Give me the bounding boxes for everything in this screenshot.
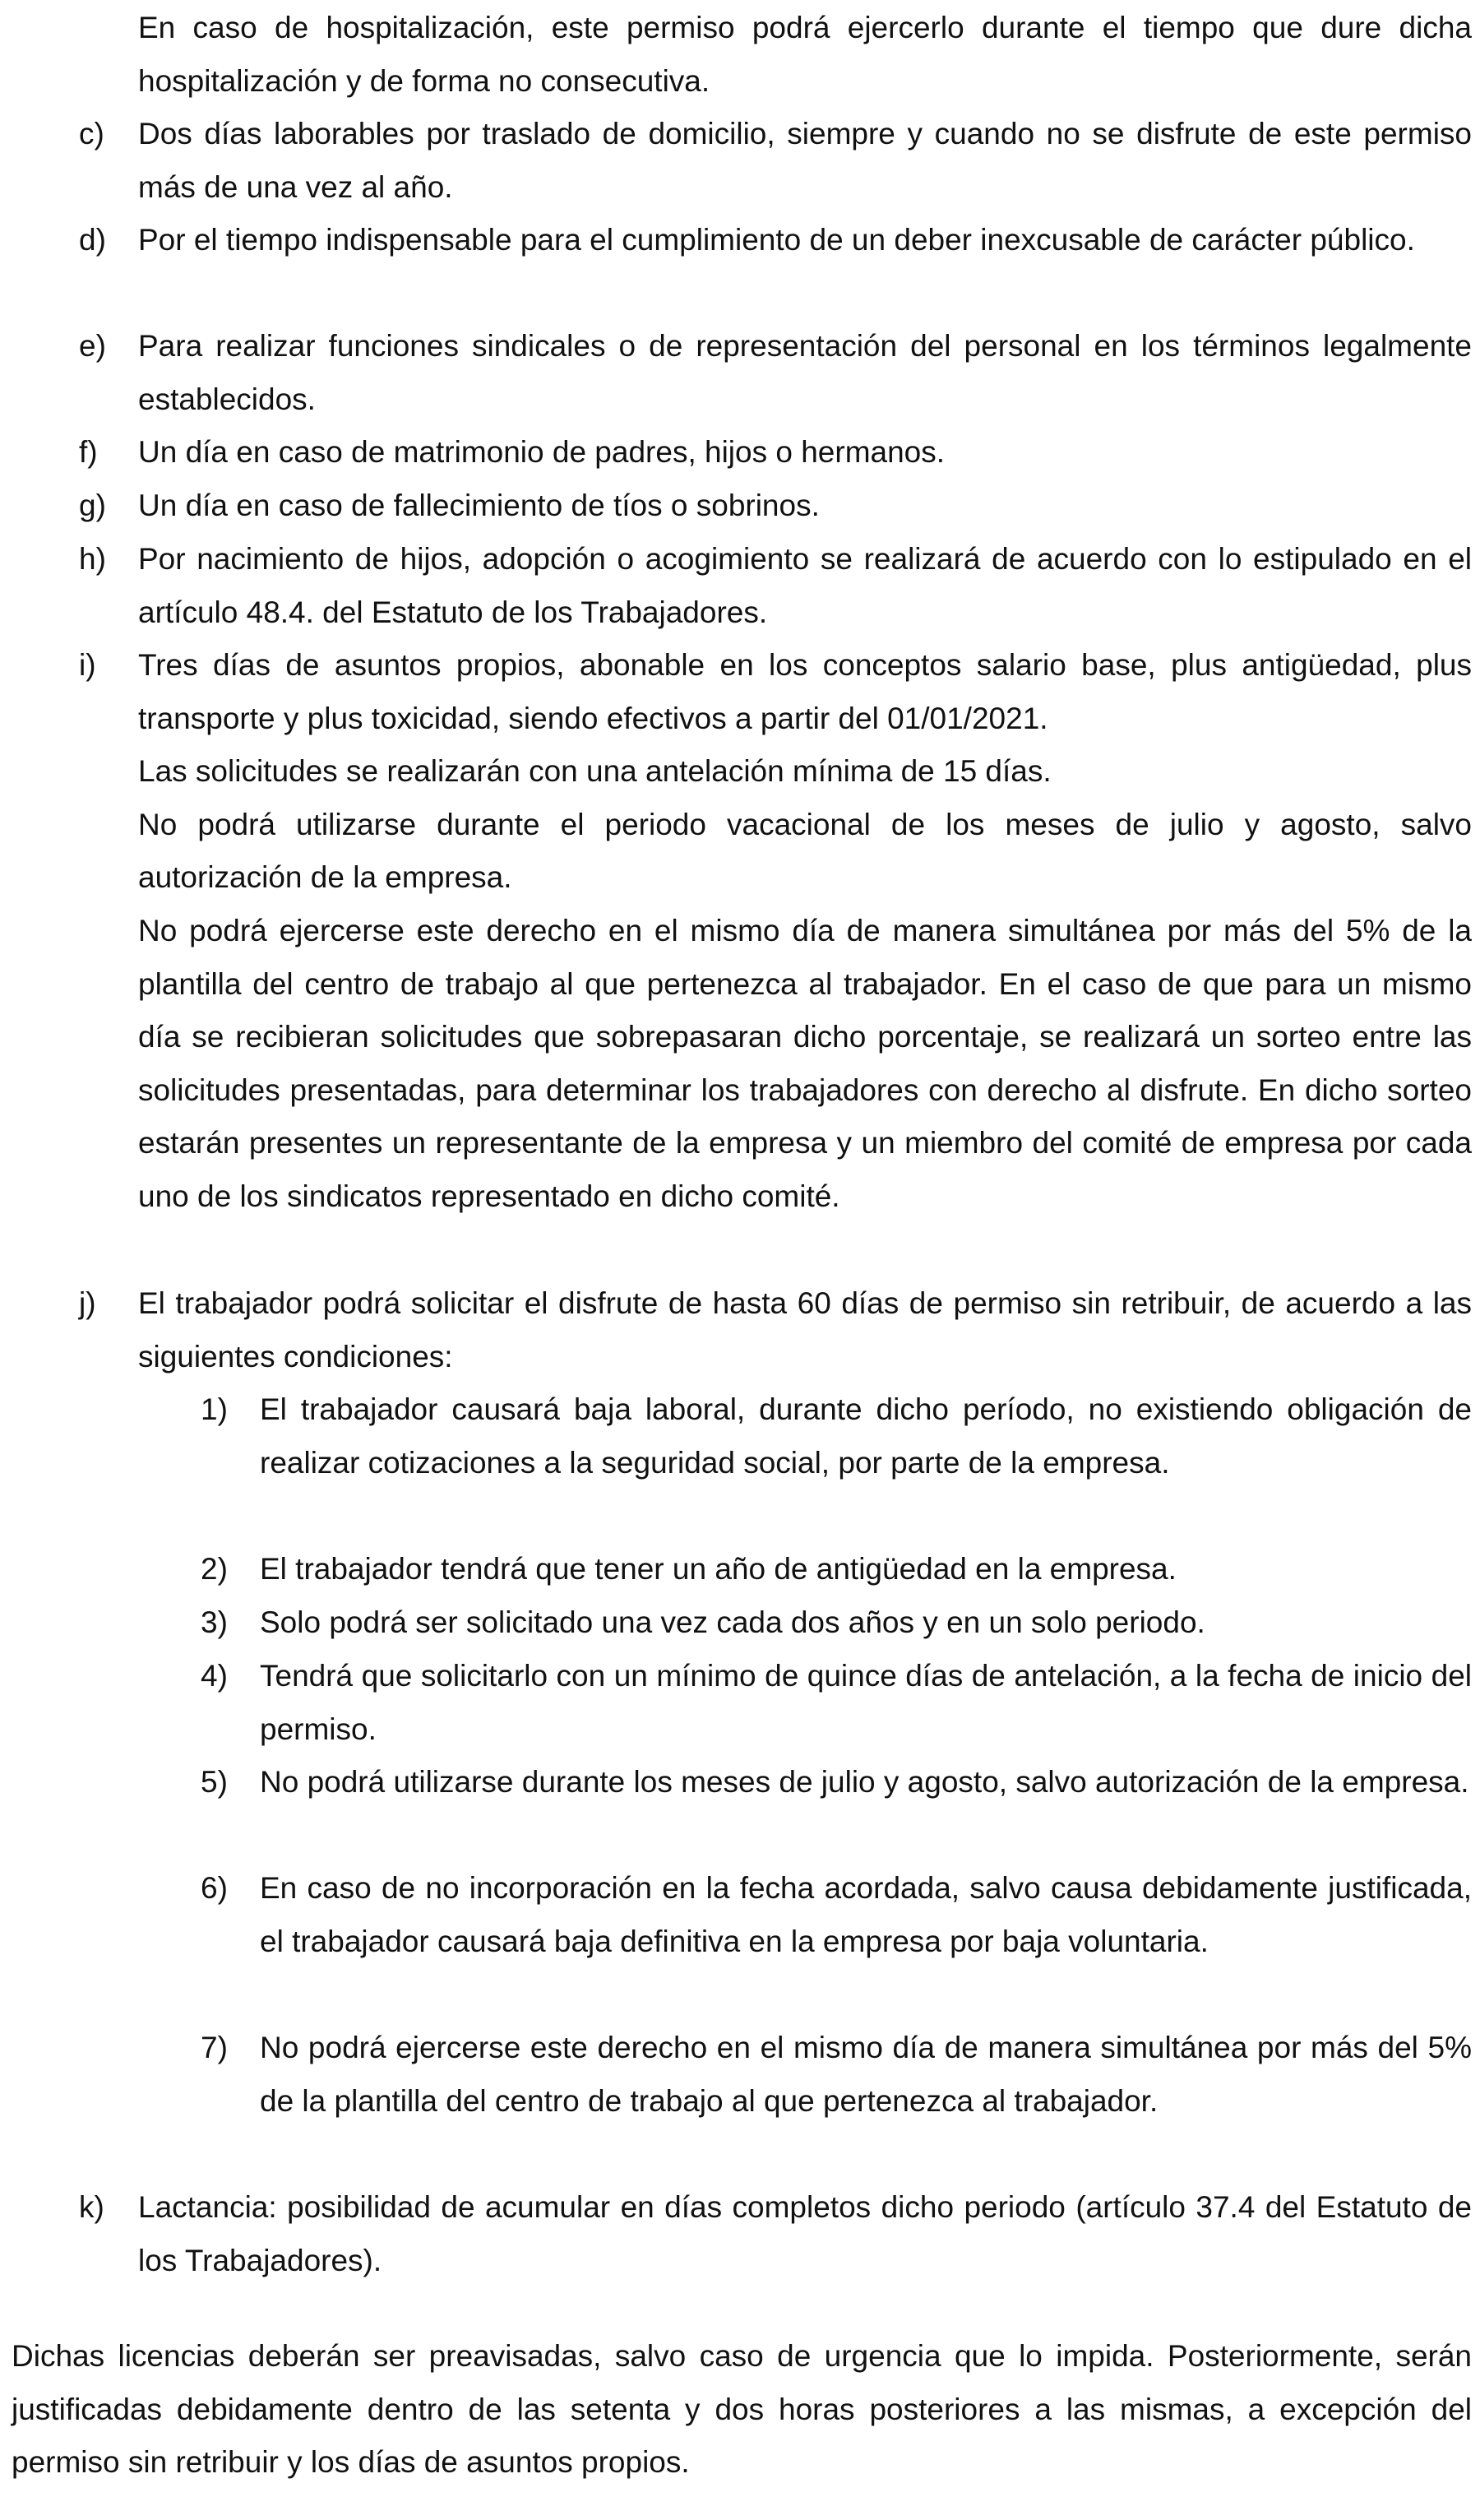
list-item-text: Un día en caso de matrimonio de padres, hijos o hermanos. — [138, 435, 946, 469]
sub-list-item-text: Solo podrá ser solicitado una vez cada dos años y en un solo periodo. — [260, 1605, 1205, 1639]
sub-list-marker: 5) — [201, 1765, 228, 1799]
list-item-extra-paragraph: No podrá ejercerse este derecho en el mismo día de manera simultánea por más del 5% de la plantilla del centro de trabajo al que pertenezca al trabajador. En el caso de que para un mismo día se recibieran solicitudes que sobrepasaran dicho porcentaje, se realizará un sorteo entre las solicitudes presentadas, para determinar los trabajadores con derecho al disfrute. En dicho sorteo estarán presentes un representante de la empresa y un miembro del comité de empresa por cada uno de los sindicatos representado en dicho comité. — [138, 913, 1472, 1213]
sub-list-marker: 6) — [201, 1871, 228, 1905]
sub-list-item-text: En caso de no incorporación en la fecha acordada, salvo causa debidamente justificada, el trabajador causará baja definitiva en la empresa por baja voluntaria. — [260, 1871, 1472, 1958]
list-marker: c) — [79, 117, 104, 151]
list-item-text: Para realizar funciones sindicales o de representación del personal en los términos legalmente establecidos. — [138, 329, 1472, 416]
sub-list-item-text: No podrá ejercerse este derecho en el mismo día de manera simultánea por más del 5% de la plantilla del centro de trabajo al que pertenezca al trabajador. — [260, 2031, 1472, 2118]
list-item-extra-paragraph: Las solicitudes se realizarán con una antelación mínima de 15 días. — [138, 754, 1052, 789]
list-marker: k) — [79, 2190, 104, 2224]
list-marker: e) — [79, 329, 106, 363]
sub-list-marker: 7) — [201, 2031, 228, 2064]
sub-list-marker: 3) — [201, 1605, 228, 1639]
sub-list-marker: 4) — [201, 1659, 228, 1693]
list-marker: j) — [79, 1286, 96, 1320]
list-item-text: Dos días laborables por traslado de domicilio, siempre y cuando no se disfrute de este permiso más de una vez al año. — [138, 117, 1472, 204]
list-item-text: Tres días de asuntos propios, abonable en los conceptos salario base, plus antigüedad, plus transporte y plus toxicidad, siendo efectivos a partir del 01/01/2021. — [138, 648, 1472, 735]
sub-list-marker: 2) — [201, 1552, 228, 1586]
list-item-text: Un día en caso de fallecimiento de tíos o sobrinos. — [138, 489, 820, 522]
intro-continuation-paragraph: En caso de hospitalización, este permiso podrá ejercerlo durante el tiempo que dure dicha hospitalización y de forma no consecutiva. — [138, 11, 1472, 98]
list-marker: h) — [79, 542, 106, 576]
sub-list-item-text: El trabajador tendrá que tener un año de antigüedad en la empresa. — [260, 1552, 1177, 1586]
sub-list-item-text: No podrá utilizarse durante los meses de julio y agosto, salvo autorización de la empresa. — [260, 1765, 1469, 1799]
list-marker: d) — [79, 223, 106, 257]
list-item-text: El trabajador podrá solicitar el disfrute de hasta 60 días de permiso sin retribuir, de acuerdo a las siguientes condiciones: — [138, 1286, 1472, 1373]
list-item-body — [138, 639, 1472, 1224]
sub-list-marker: 1) — [201, 1392, 228, 1426]
list-marker: g) — [79, 489, 106, 522]
sub-list-item-text: Tendrá que solicitarlo con un mínimo de quince días de antelación, a la fecha de inicio del permiso. — [260, 1659, 1472, 1746]
closing-paragraph: Dichas licencias deberán ser preavisadas, salvo caso de urgencia que lo impida. Posteriormente, serán justificadas debidamente dentro de las setenta y dos horas posteriores a las mismas, a excepción del permiso sin retribuir y los días de asuntos propios. — [12, 2339, 1472, 2480]
list-item-text: Por nacimiento de hijos, adopción o acogimiento se realizará de acuerdo con lo estipulado en el artículo 48.4. del Estatuto de los Trabajadores. — [138, 542, 1472, 629]
list-marker: f) — [79, 435, 98, 469]
sub-list-item-text: El trabajador causará baja laboral, durante dicho período, no existiendo obligación de realizar cotizaciones a la seguridad social, por parte de la empresa. — [260, 1392, 1472, 1480]
list-item-text: Por el tiempo indispensable para el cumplimiento de un deber inexcusable de carácter público. — [138, 223, 1415, 257]
list-marker: i) — [79, 648, 96, 682]
list-item-extra-paragraph: No podrá utilizarse durante el periodo vacacional de los meses de julio y agosto, salvo autorización de la empresa. — [138, 807, 1472, 895]
list-item-text: Lactancia: posibilidad de acumular en días completos dicho periodo (artículo 37.4 del Estatuto de los Trabajadores). — [138, 2190, 1472, 2277]
